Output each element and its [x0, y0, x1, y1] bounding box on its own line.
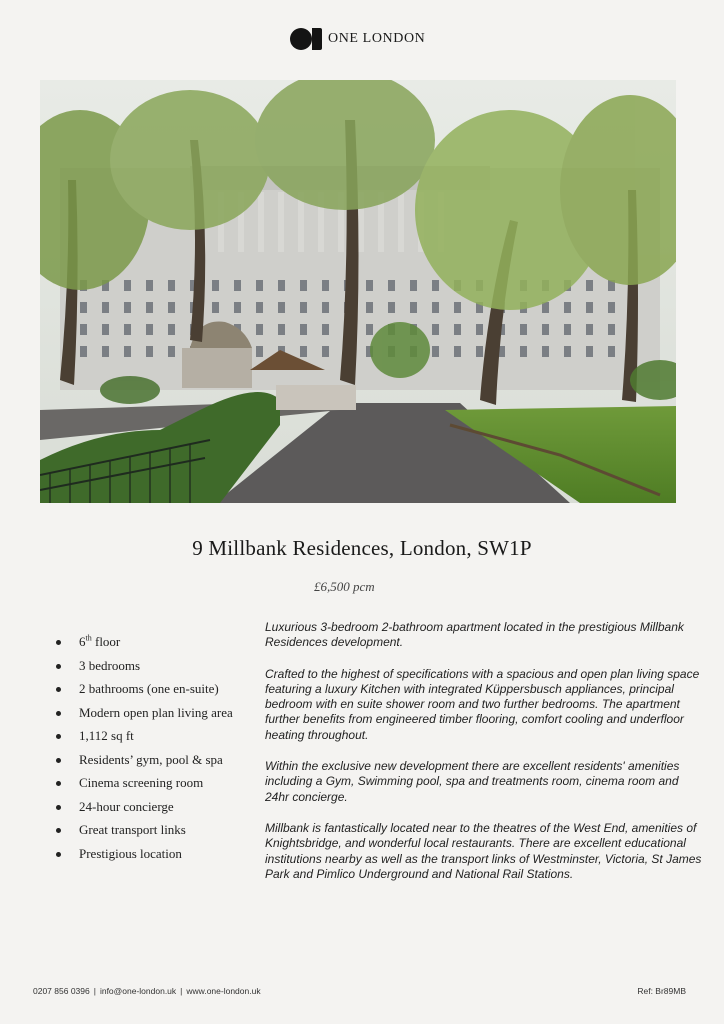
description-paragraph: Luxurious 3-bedroom 2-bathroom apartment located in the prestigious Millbank Residences development.: [265, 620, 684, 650]
footer-website[interactable]: www.one-london.uk: [186, 986, 261, 996]
feature-list: [52, 630, 233, 865]
footer-phone[interactable]: 0207 856 0396: [33, 986, 90, 996]
brand-name: ONE LONDON: [328, 31, 426, 46]
footer-separator: |: [93, 986, 96, 996]
footer-ref: Ref: Br89MB: [637, 986, 686, 996]
feature-item: Modern open plan living area: [52, 701, 233, 725]
feature-item: Great transport links: [52, 818, 233, 842]
feature-item: 3 bedrooms: [52, 654, 233, 678]
feature-item: Cinema screening room: [52, 771, 233, 795]
feature-item: 2 bathrooms (one en-suite): [52, 677, 233, 701]
listing-title: 9 Millbank Residences, London, SW1P: [192, 536, 532, 560]
description-paragraph: Within the exclusive new development there are excellent residents' amenities including a Gym, Swimming pool, spa and treatments room, cinema room and 24hr concierge.: [265, 759, 680, 804]
description-paragraph: Millbank is fantastically located near to the theatres of the West End, amenities of Knightsbridge, and wonderful local restaurants. There are excellent educational institutions nearby as well as the transport links of Westminster, Victoria, St James Park and Pimlico Underground and National Rail Stations.: [265, 820, 702, 881]
description-paragraph: Crafted to the highest of specifications with a spacious and open plan living space featuring a luxury Kitchen with integrated Küppersbusch appliances, principal bedroom with en suite shower room and two further bedrooms. The apartment further benefits from engineered timber flooring, comfort cooling and underfloor heating throughout.: [265, 666, 700, 742]
feature-item: Residents’ gym, pool & spa: [52, 748, 233, 772]
listing-price: £6,500 pcm: [314, 579, 375, 594]
brand-logo: [290, 28, 425, 50]
footer-separator: |: [180, 986, 183, 996]
property-photo: [40, 80, 676, 503]
feature-item: 6th floor: [52, 630, 233, 654]
feature-item: 1,112 sq ft: [52, 724, 233, 748]
feature-item: 24-hour concierge: [52, 795, 233, 819]
one-london-logo-icon: [290, 28, 324, 50]
feature-item: Prestigious location: [52, 842, 233, 866]
footer-contact: [33, 986, 261, 996]
footer-email[interactable]: info@one-london.uk: [99, 986, 177, 996]
listing-description: [265, 620, 705, 898]
